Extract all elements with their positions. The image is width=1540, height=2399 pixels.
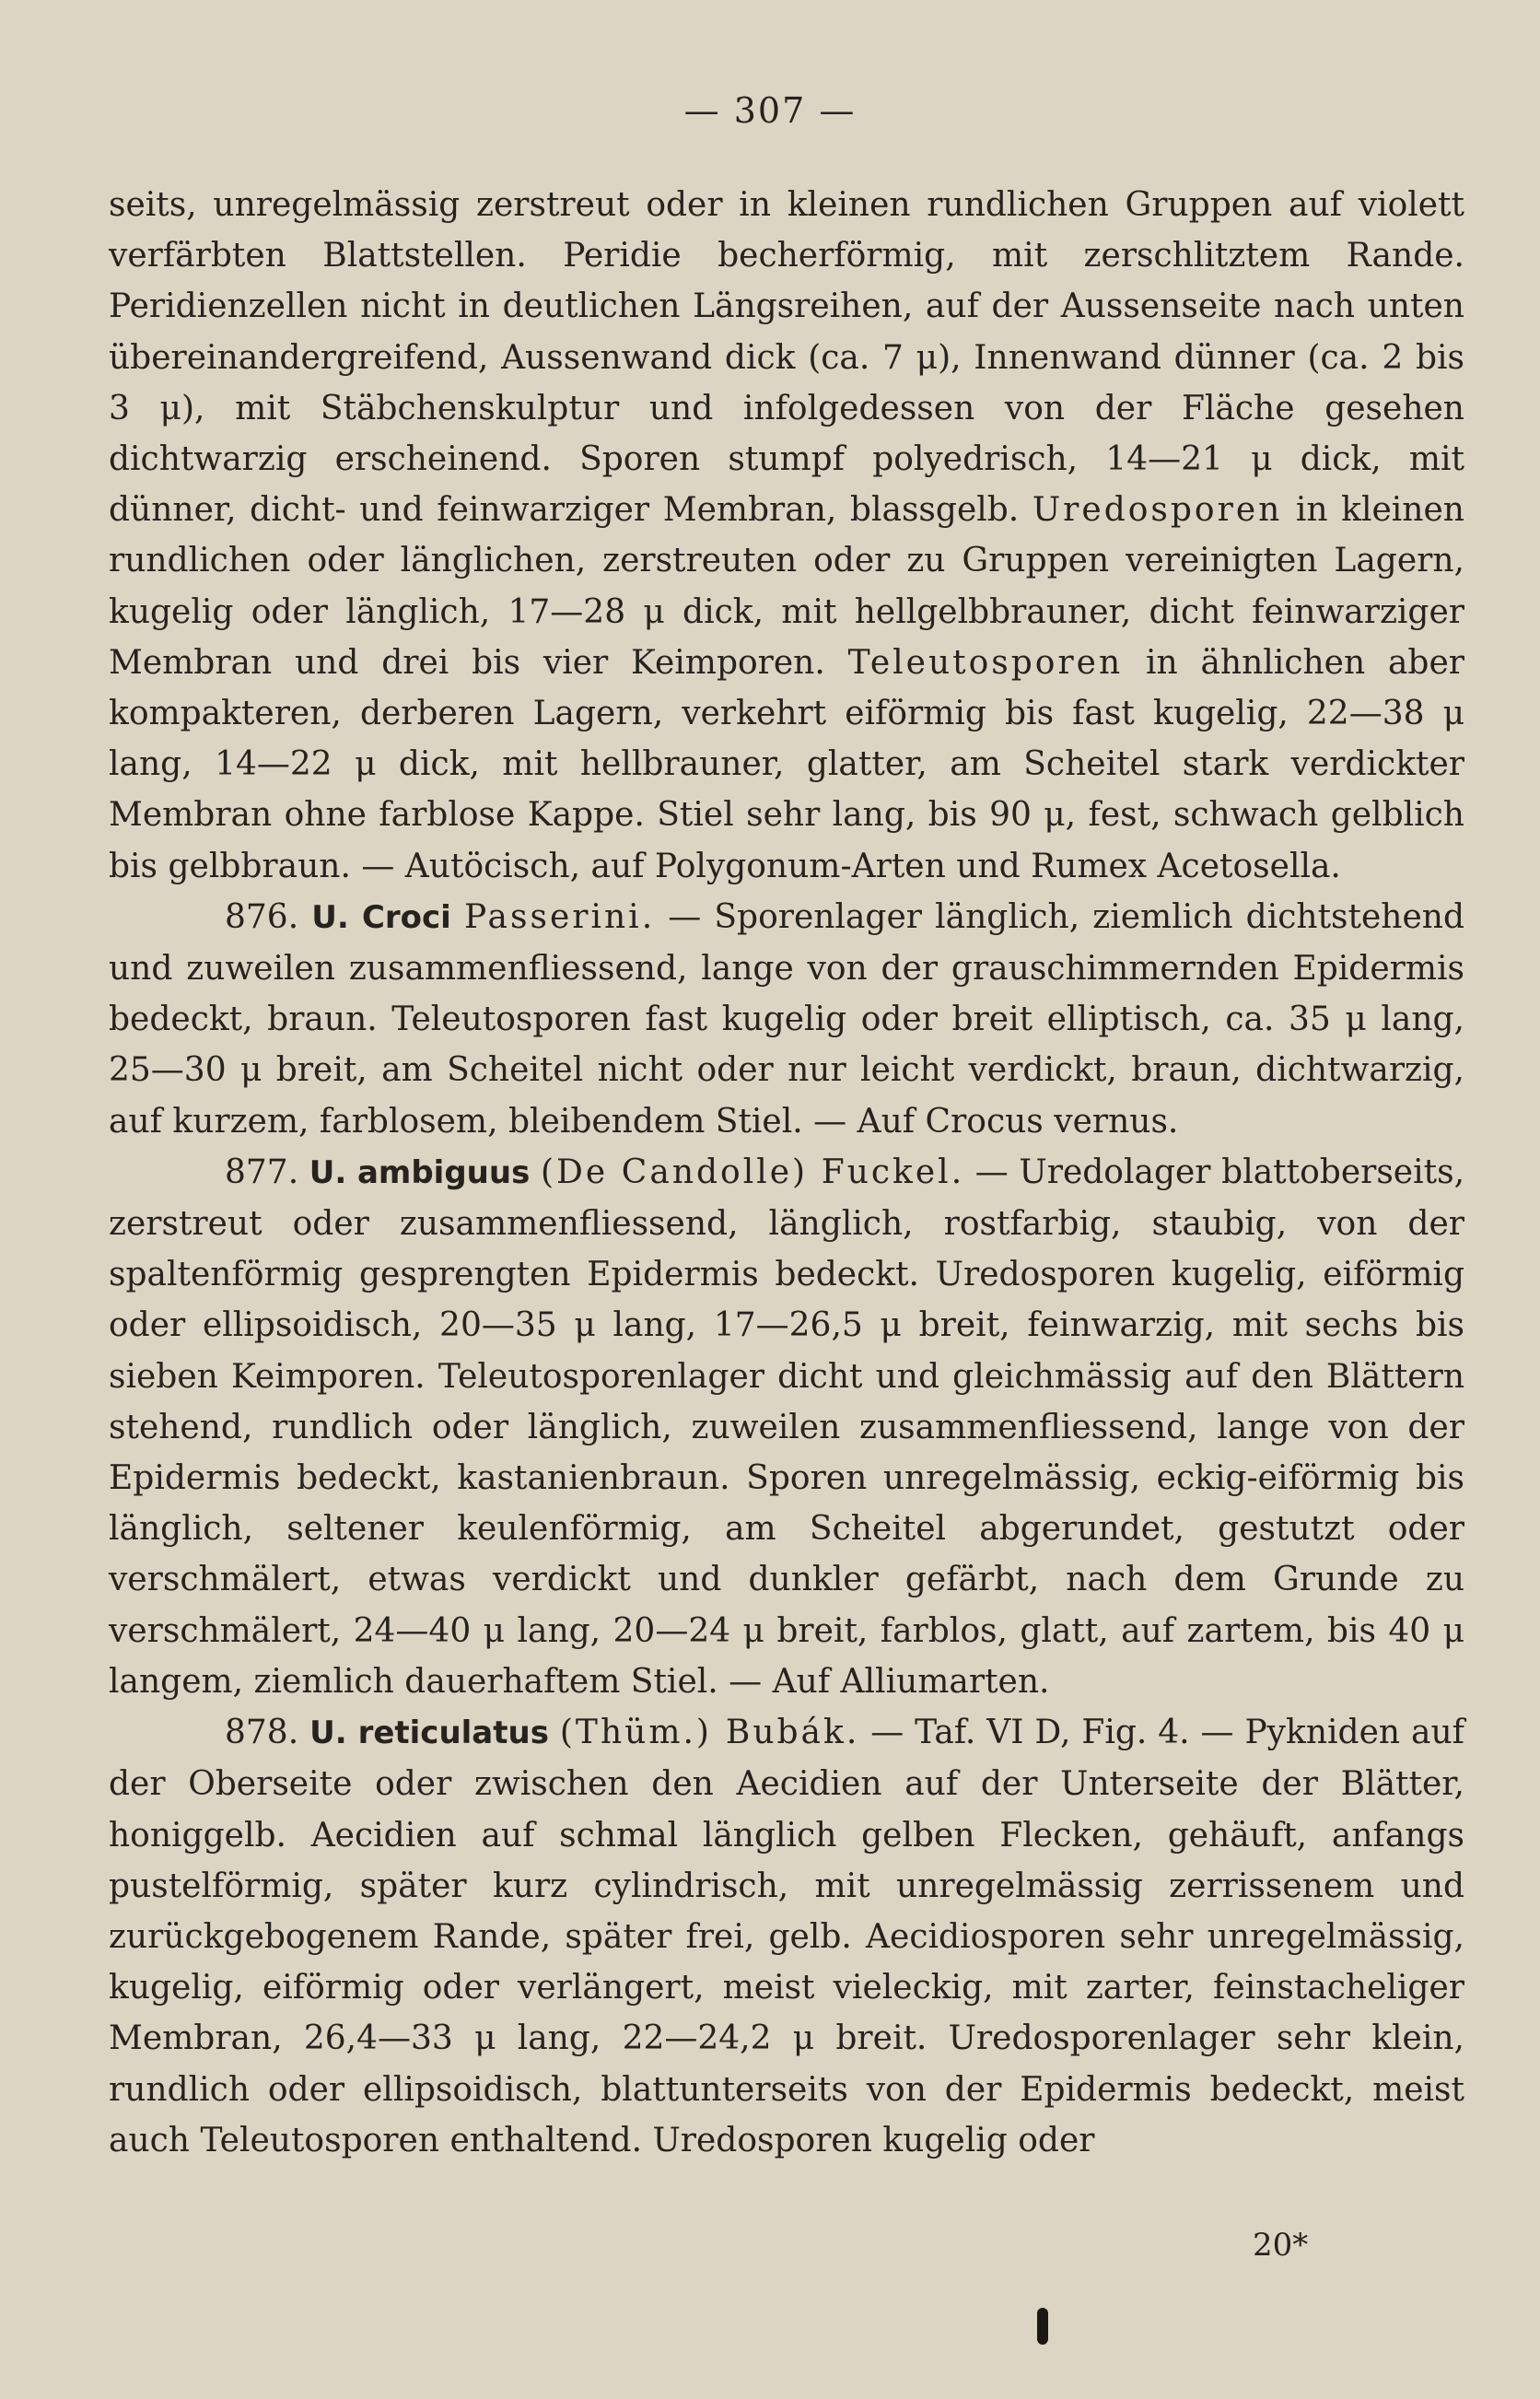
species-entry-876 bbox=[109, 892, 1464, 1147]
entry-species: reticulatus bbox=[357, 1714, 549, 1752]
teleutosporen-label: Teleutosporen bbox=[847, 643, 1124, 682]
entry-number: 876. bbox=[225, 897, 299, 936]
intro-text: seits, unregelmässig zerstreut oder in kleinen rundlichen Gruppen auf violett verfärbten Blattstellen. Peridie becherförmig, mit zerschlitztem Rande. Peridienzellen nicht in deutlichen Längsreihen, auf der Aussenseite nach unten übereinandergreifend, Aussenwand dick (ca. 7 μ), Innenwand dünner (ca. 2 bis 3 μ), mit Stäbchenskulptur und infolgedessen von der Fläche gesehen dichtwarzig erscheinend. Sporen stumpf polyedrisch, 14—21 μ dick, mit dünner, dicht- und feinwarziger Membran, blassgelb. bbox=[109, 186, 1464, 530]
intro-paragraph bbox=[109, 180, 1464, 892]
uredosporen-label: Uredosporen bbox=[1032, 491, 1283, 530]
entry-genus: U. bbox=[309, 1714, 347, 1752]
entry-text: — Sporenlager länglich, ziemlich dichtstehend und zuweilen zusammenfliessend, lange von der grauschimmernden Epidermis bedeckt, braun. Teleutosporen fast kugelig oder breit elliptisch, ca. 35 μ lang, 25—30 μ breit, am Scheitel nicht oder nur leicht verdickt, braun, dichtwarzig, auf kurzem, farblosem, bleibendem Stiel. — Auf Crocus vernus. bbox=[109, 897, 1464, 1141]
species-entry-878 bbox=[109, 1707, 1464, 2166]
entry-species: Croci bbox=[361, 898, 451, 936]
entry-author: (Thüm.) Bubák. bbox=[559, 1714, 860, 1752]
entry-number: 877. bbox=[225, 1153, 299, 1191]
entry-text: — Uredolager blattoberseits, zerstreut oder zusammenfliessend, länglich, rostfarbig, staubig, von der spaltenförmig gesprengten Epidermis bedeckt. Uredosporen kugelig, eiförmig oder ellipsoidisch, 20—35 μ lang, 17—26,5 μ breit, feinwarzig, mit sechs bis sieben Keimporen. Teleutosporenlager dicht und gleichmässig auf den Blättern stehend, rundlich oder länglich, zuweilen zusammenfliessend, lange von der Epidermis bedeckt, kastanienbraun. Sporen unregelmässig, eckig-eiförmig bis länglich, seltener keulenförmig, am Scheitel abgerundet, gestutzt oder verschmälert, etwas verdickt und dunkler gefärbt, nach dem Grunde zu verschmälert, 24—40 μ lang, 20—24 μ breit, farblos, glatt, auf zartem, bis 40 μ langem, ziemlich dauerhaftem Stiel. — Auf Alliumarten. bbox=[109, 1153, 1465, 1701]
printer-signature: 20* bbox=[1253, 2227, 1309, 2264]
page-number: — 307 — bbox=[683, 90, 857, 131]
uredosporen-text: in kleinen rundlichen oder länglichen, zerstreuten oder zu Gruppen vereinigten Lagern, kugelig oder länglich, 17—28 μ dick, mit hellgelbbrauner, dicht feinwarziger Membran und drei bis vier Keimporen. bbox=[109, 491, 1464, 682]
entry-author: Passerini. bbox=[463, 897, 656, 936]
entry-number: 878. bbox=[225, 1714, 299, 1752]
entry-species: ambiguus bbox=[356, 1153, 531, 1191]
ink-mark bbox=[1037, 2308, 1048, 2345]
entry-genus: U. bbox=[309, 1153, 347, 1191]
teleutosporen-text: in ähnlichen aber kompakteren, derberen Lagern, verkehrt eiförmig bis fast kugelig, 22—38 μ lang, 14—22 μ dick, mit hellbrauner, glatter, am Scheitel stark verdickter Membran ohne farblose Kappe. Stiel sehr lang, bis 90 μ, fest, schwach gelblich bis gelbbraun. — Autöcisch, auf Polygonum-Arten und Rumex Acetosella. bbox=[109, 643, 1464, 885]
entry-author: (De Candolle) Fuckel. bbox=[540, 1153, 965, 1191]
page-body bbox=[109, 180, 1464, 2166]
species-entry-877 bbox=[109, 1147, 1464, 1707]
entry-genus: U. bbox=[311, 898, 349, 936]
entry-text: — Taf. VI D, Fig. 4. — Pykniden auf der Oberseite oder zwischen den Aecidien auf der Unterseite der Blätter, honiggelb. Aecidien auf schmal länglich gelben Flecken, gehäuft, anfangs pustelförmig, später kurz cylindrisch, mit unregelmässig zerrissenem und zurückgebogenem Rande, später frei, gelb. Aecidiosporen sehr unregelmässig, kugelig, eiförmig oder verlängert, meist vieleckig, mit zarter, feinstacheliger Membran, 26,4—33 μ lang, 22—24,2 μ breit. Uredosporenlager sehr klein, rundlich oder ellipsoidisch, blattunterseits von der Epidermis bedeckt, meist auch Teleutosporen enthaltend. Uredosporen kugelig oder bbox=[109, 1714, 1464, 2159]
